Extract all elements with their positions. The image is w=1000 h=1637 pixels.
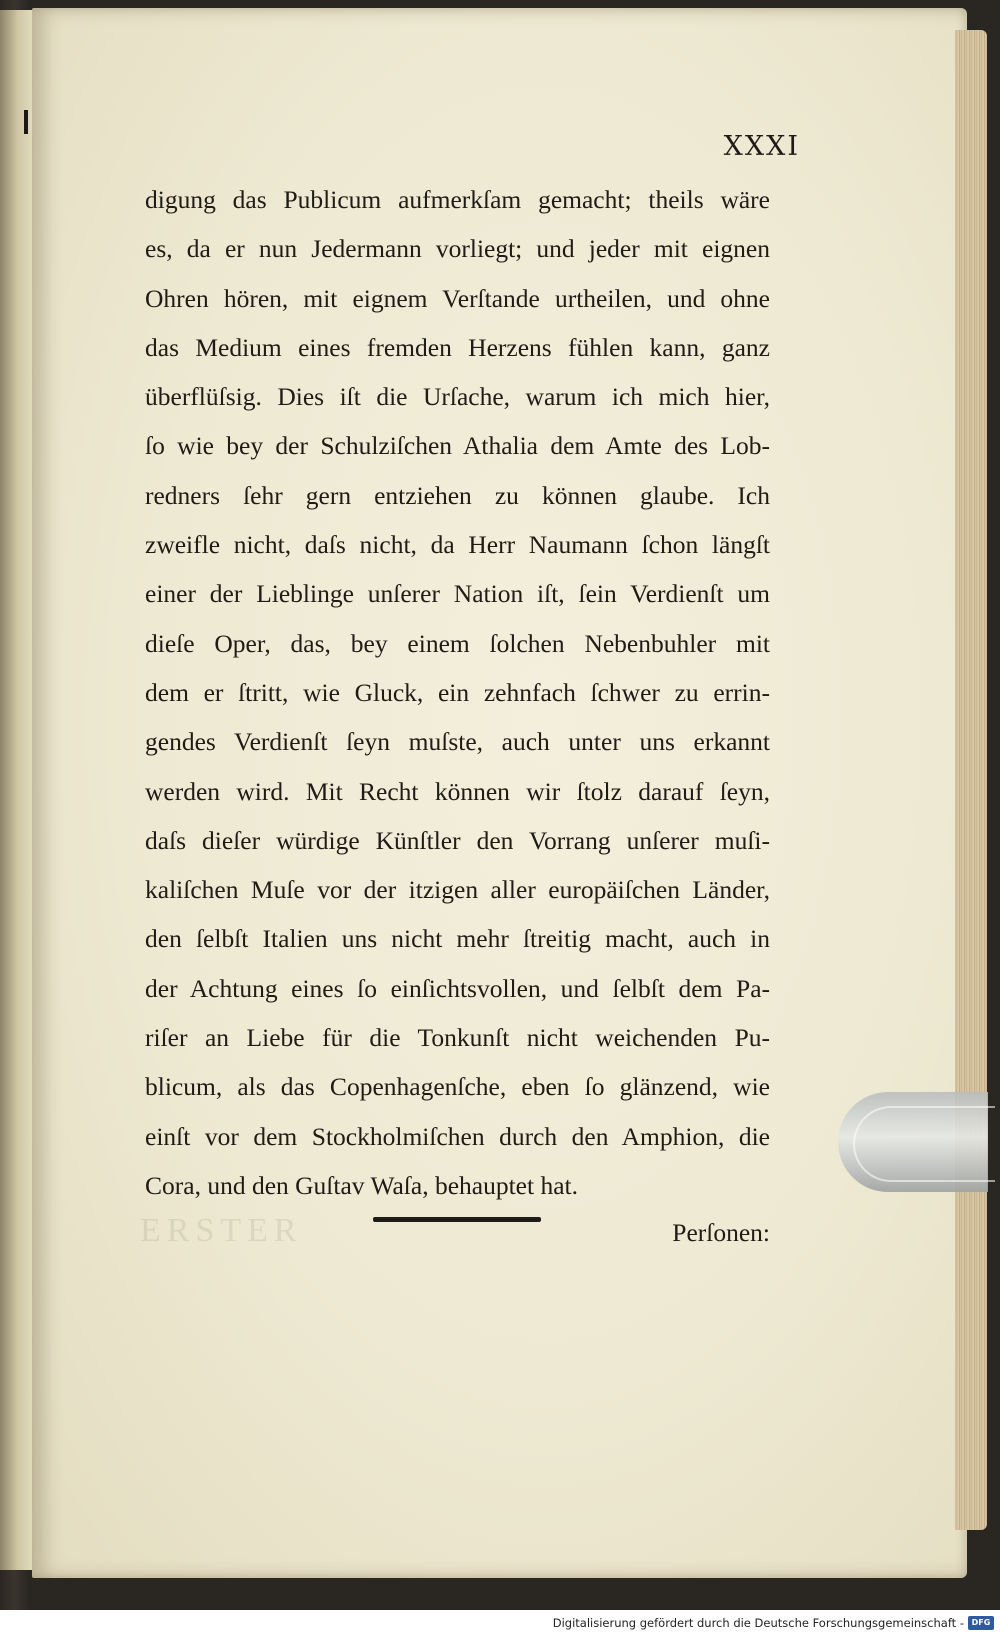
- text-line: redners ſehr gern entziehen zu können glaube. Ich: [145, 480, 770, 510]
- page-number: XXXI: [723, 131, 800, 162]
- facing-page-edge: [0, 10, 36, 1570]
- text-line: Ohren hören, mit eignem Verſtande urtheilen, und ohne: [145, 283, 770, 313]
- footer-credit: Digitalisierung gefördert durch die Deutsche Forschungsgemeinschaft -: [552, 1616, 964, 1630]
- text-line: digung das Publicum aufmerkſam gemacht; theils wäre: [145, 185, 770, 214]
- text-line: den ſelbſt Italien uns nicht mehr ſtreitig macht, auch in: [145, 924, 770, 954]
- text-line: werden wird. Mit Recht können wir ſtolz darauf ſeyn,: [145, 776, 770, 806]
- text-line: ſo wie bey der Schulziſchen Athalia dem Amte des Lob-: [145, 431, 770, 461]
- text-line: Cora, und den Guſtav Waſa, behauptet hat.: [145, 1170, 578, 1200]
- text-line: gendes Verdienſt ſeyn muſste, auch unter uns erkannt: [145, 727, 770, 757]
- bleed-through-text: ERSTER: [140, 1212, 303, 1249]
- text-line: das Medium eines fremden Herzens fühlen kann, ganz: [145, 332, 770, 362]
- text-line: dieſe Oper, das, bey einem ſolchen Nebenbuhler mit: [145, 628, 770, 658]
- page-clip-highlight: [853, 1106, 995, 1182]
- text-line: riſer an Liebe für die Tonkunſt nicht weichenden Pu-: [145, 1023, 770, 1053]
- separator-rule: [373, 1217, 541, 1222]
- text-line: einſt vor dem Stockholmiſchen durch den Amphion, die: [145, 1121, 770, 1151]
- footer-bar: [0, 1610, 1000, 1637]
- dfg-logo-icon: DFG: [968, 1616, 994, 1630]
- page-mark: [24, 110, 28, 134]
- text-line: zweifle nicht, daſs nicht, da Herr Naumann ſchon längſt: [145, 530, 770, 560]
- catchword: Perſonen:: [672, 1218, 770, 1247]
- text-line: es, da er nun Jedermann vorliegt; und jeder mit eignen: [145, 234, 770, 264]
- text-line: überflüſsig. Dies iſt die Urſache, warum ich mich hier,: [145, 382, 770, 412]
- text-line: kaliſchen Muſe vor der itzigen aller europäiſchen Länder,: [145, 875, 770, 905]
- text-line: blicum, als das Copenhagenſche, eben ſo glänzend, wie: [145, 1072, 770, 1102]
- text-line: dem er ſtritt, wie Gluck, ein zehnfach ſchwer zu errin-: [145, 677, 770, 707]
- book-fore-edge: [955, 30, 987, 1530]
- text-line: der Achtung eines ſo einſichtsvollen, und ſelbſt dem Pa-: [145, 973, 770, 1003]
- text-line: daſs dieſer würdige Künſtler den Vorrang unſerer muſi-: [145, 825, 770, 855]
- body-text: [145, 180, 770, 1215]
- text-line: einer der Lieblinge unſerer Nation iſt, ſein Verdienſt um: [145, 579, 770, 609]
